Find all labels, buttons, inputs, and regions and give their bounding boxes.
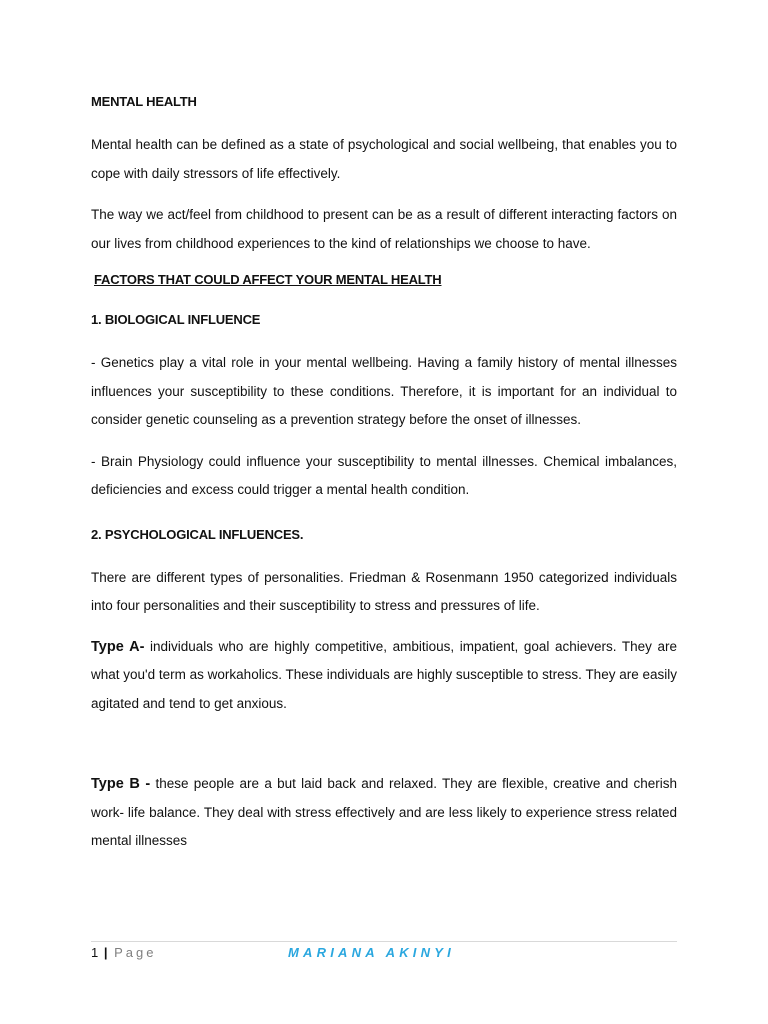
psychological-heading: 2. PSYCHOLOGICAL INFLUENCES. [91,526,304,542]
footer-page-number [91,944,157,962]
type-a-text: individuals who are highly competitive, ambitious, impatient, goal achievers. They are what you'd term as workaholics. These individuals are highly susceptible to stress. They are easily agitated and tend to get anxious. [91,638,677,711]
intro-paragraph-2: The way we act/feel from childhood to present can be as a result of different interacting factors on our lives from childhood experiences to the kind of relationships we choose to have. [91,207,677,251]
document-body [91,92,677,856]
footer-author: MARIANA AKINYI [288,945,455,960]
biological-heading: 1. BIOLOGICAL INFLUENCE [91,312,261,327]
brain-physiology-paragraph: - Brain Physiology could influence your susceptibility to mental illnesses. Chemical imbalances, deficiencies and excess could trigger a mental health condition. [91,453,677,497]
type-b-paragraph [91,770,677,856]
type-a-paragraph [91,633,677,719]
page-label: Page [114,945,157,960]
page-footer [91,941,677,966]
document-title: MENTAL HEALTH [91,94,197,109]
genetics-paragraph: - Genetics play a vital role in your mental wellbeing. Having a family history of mental illnesses influences your susceptibility to these conditions. Therefore, it is important for an individual to consider genetic counseling as a prevention strategy before the onset of illnesses. [91,355,677,427]
factors-heading: FACTORS THAT COULD AFFECT YOUR MENTAL HEALTH [94,272,442,287]
page-number: 1 [91,945,99,960]
intro-paragraph: Mental health can be defined as a state of psychological and social wellbeing, that enables you to cope with daily stressors of life effectively. [91,137,677,181]
personality-types-paragraph: There are different types of personalities. Friedman & Rosenmann 1950 categorized individuals into four personalities and their susceptibility to stress and pressures of life. [91,569,677,613]
type-a-label: Type A- [91,638,145,655]
type-b-label: Type B - [91,776,151,792]
type-b-text: these people are a but laid back and relaxed. They are flexible, creative and cherish work- life balance. They deal with stress effectively and are less likely to experience stress related mental illnesses [91,776,678,848]
footer-separator: | [103,945,108,960]
